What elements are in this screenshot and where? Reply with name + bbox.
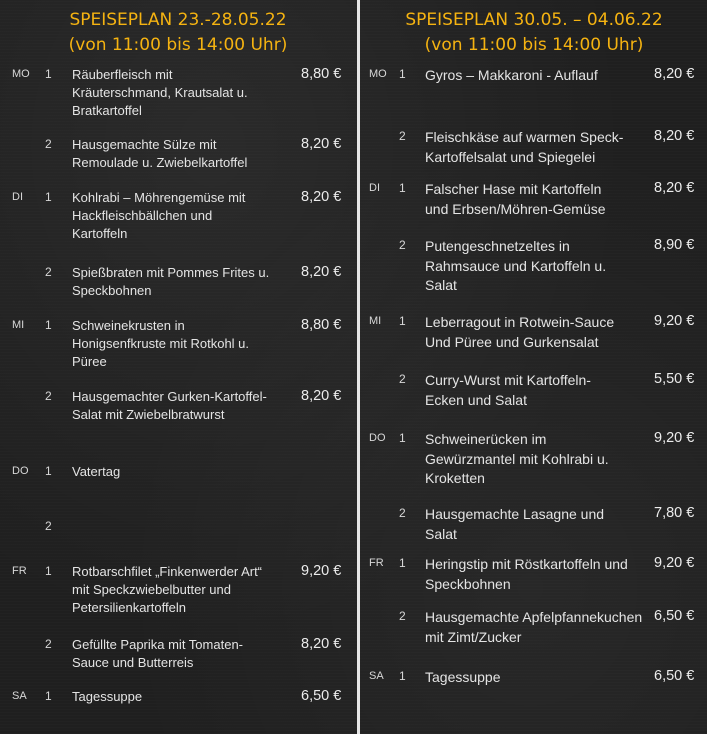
menu-title: SPEISEPLAN 30.05. – 04.06.22 — [405, 10, 663, 30]
dish-description-line: Spießbraten mit Pommes Frites u. — [72, 265, 270, 280]
dish-number: 1 — [45, 464, 52, 478]
dish-description-line: Tagessuppe — [72, 689, 143, 704]
dish-number: 1 — [399, 181, 406, 195]
dish-price: 8,20 € — [654, 66, 695, 82]
dish-price: 8,20 € — [301, 636, 342, 652]
dish-description-line: Fleischkäse auf warmen Speck- — [425, 129, 624, 145]
dish-description-line: Curry-Wurst mit Kartoffeln- — [425, 372, 591, 388]
dish-description-line: Salat mit Zwiebelbratwurst — [72, 407, 225, 422]
weekday-label: MO — [369, 68, 387, 80]
dish-description-line: Speckbohnen — [425, 575, 511, 592]
dish-description-line: Speckbohnen — [72, 283, 152, 298]
dish-description-line: Salat — [425, 277, 457, 293]
weekday-label: FR — [369, 557, 384, 569]
dish-number: 1 — [399, 431, 406, 445]
dish-description-line: Rotbarschfilet „Finkenwerder Art“ — [72, 564, 263, 579]
dish-price: 9,20 € — [654, 313, 695, 329]
dish-price: 9,20 € — [654, 555, 695, 571]
dish-description-line: Kroketten — [425, 470, 485, 486]
dish-description-line: Vatertag — [72, 464, 121, 479]
dish-description-line: Hausgemachte Apfelpfannekuchen — [425, 609, 643, 625]
dish-number: 1 — [399, 556, 406, 570]
dish-description-line: Leberragout in Rotwein-Sauce — [425, 314, 615, 330]
dish-number: 2 — [399, 506, 406, 520]
dish-description-line: Heringstip mit Röstkartoffeln und — [425, 556, 628, 572]
dish-description-line: Gyros – Makkaroni - Auflauf — [425, 67, 598, 83]
dish-price: 8,90 € — [654, 237, 695, 253]
dish-description-line: Honigsenfkruste mit Rotkohl u. — [72, 336, 250, 351]
dish-price: 6,50 € — [654, 668, 695, 684]
menu-hours: (von 11:00 bis 14:00 Uhr) — [68, 35, 288, 55]
dish-description-line: Ecken und Salat — [425, 391, 527, 408]
dish-number: 2 — [45, 637, 52, 651]
dish-description-line: Kohlrabi – Möhrengemüse mit — [72, 190, 246, 205]
dish-description-line: Püree — [72, 354, 107, 369]
weekday-label: DO — [12, 465, 29, 477]
dish-description-line: Räuberfleisch mit — [72, 67, 173, 82]
dish-price: 8,80 € — [301, 66, 342, 82]
dish-number: 1 — [45, 67, 52, 81]
dish-description-line: Falscher Hase mit Kartoffeln — [425, 181, 602, 197]
menu-week-right — [361, 0, 707, 734]
weekday-label: SA — [369, 670, 384, 682]
dish-description-line: Remoulade u. Zwiebelkartoffel — [72, 155, 248, 170]
dish-description-line: mit Zimt/Zucker — [425, 628, 522, 645]
menu-title: SPEISEPLAN 23.-28.05.22 — [69, 10, 287, 30]
dish-description-line: Kartoffeln — [72, 226, 128, 241]
dish-number: 1 — [45, 318, 52, 332]
dish-description-line: Kräuterschmand, Krautsalat u. — [72, 85, 248, 100]
dish-description-line: Gewürzmantel mit Kohlrabi u. — [425, 450, 609, 467]
dish-number: 1 — [45, 564, 52, 578]
dish-description-line: Kartoffelsalat und Spiegelei — [425, 148, 596, 165]
dish-price: 8,20 € — [654, 180, 695, 196]
dish-description-line: Tagessuppe — [425, 669, 501, 685]
dish-description-line: Schweinekrusten in — [72, 318, 185, 333]
dish-description-line: Hausgemachte Sülze mit — [72, 137, 217, 152]
dish-description-line: und Erbsen/Möhren-Gemüse — [425, 200, 606, 217]
dish-price: 8,20 € — [301, 189, 342, 205]
dish-price: 5,50 € — [654, 371, 695, 387]
dish-price: 8,20 € — [301, 388, 342, 404]
dish-description-line: Hausgemachte Lasagne und — [425, 506, 605, 522]
dish-number: 1 — [399, 669, 406, 683]
dish-price: 9,20 € — [301, 563, 342, 579]
dish-number: 2 — [399, 238, 406, 252]
dish-price: 8,20 € — [301, 136, 342, 152]
dish-number: 2 — [45, 389, 52, 403]
dish-price: 6,50 € — [654, 608, 695, 624]
dish-number: 2 — [399, 609, 406, 623]
dish-number: 1 — [399, 314, 406, 328]
dish-description-line: Hackfleischbällchen und — [72, 208, 213, 223]
dish-description-line: Hausgemachter Gurken-Kartoffel- — [72, 389, 267, 404]
dish-price: 8,20 € — [301, 264, 342, 280]
dish-description-line: Petersilienkartoffeln — [72, 600, 186, 615]
dish-number: 2 — [45, 519, 52, 533]
dish-price: 9,20 € — [654, 430, 695, 446]
weekday-label: FR — [12, 565, 27, 577]
dish-number: 1 — [45, 190, 52, 204]
dish-description-line: Und Püree und Gurkensalat — [425, 333, 599, 350]
dish-number: 2 — [399, 372, 406, 386]
dish-number: 2 — [45, 137, 52, 151]
dish-description-line: Bratkartoffel — [72, 103, 142, 118]
dish-number: 2 — [45, 265, 52, 279]
dish-number: 2 — [399, 129, 406, 143]
weekday-label: MO — [12, 68, 30, 80]
dish-description-line: Salat — [425, 525, 457, 542]
dish-description-line: Schweinerücken im — [425, 431, 547, 447]
dish-price: 7,80 € — [654, 505, 695, 521]
dish-description-line: Sauce und Butterreis — [72, 655, 194, 670]
weekday-label: SA — [12, 690, 27, 702]
weekday-label: DI — [12, 191, 23, 203]
weekday-label: MI — [12, 319, 25, 331]
dish-description-line: mit Speckzwiebelbutter und — [72, 582, 231, 597]
weekday-label: MI — [369, 315, 382, 327]
column-divider — [357, 0, 360, 734]
dish-number: 1 — [45, 689, 52, 703]
dish-price: 6,50 € — [301, 688, 342, 704]
dish-description-line: Putengeschnetzeltes in — [425, 238, 570, 254]
weekday-label: DI — [369, 182, 380, 194]
dish-price: 8,80 € — [301, 317, 342, 333]
dish-description-line: Gefüllte Paprika mit Tomaten- — [72, 637, 243, 652]
menu-hours: (von 11:00 bis 14:00 Uhr) — [424, 35, 644, 55]
weekday-label: DO — [369, 432, 386, 444]
dish-description-line: Rahmsauce und Kartoffeln u. — [425, 257, 607, 274]
dish-number: 1 — [399, 67, 406, 81]
dish-price: 8,20 € — [654, 128, 695, 144]
